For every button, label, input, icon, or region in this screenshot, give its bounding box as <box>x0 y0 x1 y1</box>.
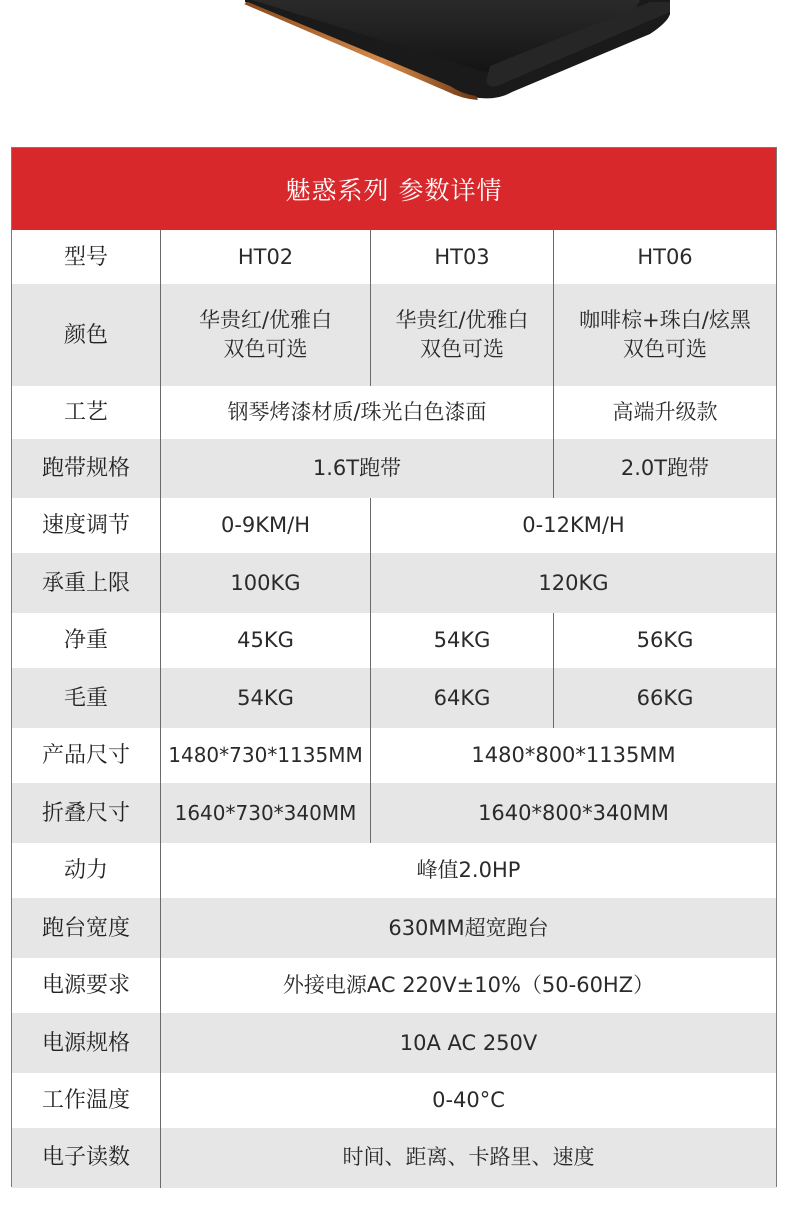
cell-net-ht06: 56KG <box>636 628 694 652</box>
cell-model-ht06: HT06 <box>637 244 693 269</box>
cell-gross-ht03: 64KG <box>433 685 491 710</box>
row-label-craft: 工艺 <box>63 400 108 425</box>
cell-color-ht02: 华贵红/优雅白 双色可选 <box>198 308 333 361</box>
cell-display-readout: 时间、距离、卡路里、速度 <box>342 1144 595 1169</box>
cell-belt-ht06: 2.0T跑带 <box>620 456 710 480</box>
cell-load-ht02: 100KG <box>230 570 301 595</box>
spec-table-title: 魅惑系列 参数详情 <box>12 148 776 230</box>
cell-power-spec: 10A AC 250V <box>399 1030 538 1055</box>
cell-speed-ht02: 0-9KM/H <box>220 513 311 537</box>
row-label-net-weight: 净重 <box>63 628 108 653</box>
row-label-operating-temp: 工作温度 <box>41 1088 130 1113</box>
cell-folded-ht02: 1640*730*340MM <box>174 800 357 825</box>
row-label-model: 型号 <box>63 244 108 270</box>
row-label-deck-width: 跑台宽度 <box>41 915 130 941</box>
row-label-display-readout: 电子读数 <box>41 1144 130 1170</box>
cell-net-ht02: 45KG <box>237 628 294 652</box>
cell-load-ht03-ht06: 120KG <box>538 570 609 595</box>
cell-power-requirement: 外接电源AC 220V±10%（50-60HZ） <box>282 973 655 997</box>
spec-table <box>11 147 777 1187</box>
row-label-power: 动力 <box>63 858 108 883</box>
cell-operating-temp: 0-40°C <box>432 1088 505 1112</box>
cell-color-ht06: 咖啡棕+珠白/炫黑 双色可选 <box>579 308 751 361</box>
row-label-gross-weight: 毛重 <box>63 685 108 711</box>
cell-deck-width: 630MM超宽跑台 <box>388 915 549 940</box>
cell-size-ht02: 1480*730*1135MM <box>168 743 363 767</box>
cell-power: 峰值2.0HP <box>416 858 521 882</box>
cell-net-ht03: 54KG <box>433 628 491 652</box>
cell-belt-ht02-ht03: 1.6T跑带 <box>312 456 402 480</box>
row-label-product-size: 产品尺寸 <box>41 743 130 768</box>
row-label-folded-size: 折叠尺寸 <box>41 800 130 826</box>
cell-craft-ht06: 高端升级款 <box>612 400 718 424</box>
cell-size-ht03-ht06: 1480*800*1135MM <box>471 743 676 767</box>
treadmill-product-image <box>240 0 680 105</box>
cell-model-ht02: HT02 <box>237 244 294 269</box>
row-label-power-spec: 电源规格 <box>41 1030 130 1056</box>
row-label-power-requirement: 电源要求 <box>41 973 130 998</box>
row-label-speed: 速度调节 <box>41 513 130 538</box>
row-label-max-load: 承重上限 <box>41 570 130 596</box>
row-label-belt: 跑带规格 <box>41 456 130 481</box>
cell-folded-ht03-ht06: 1640*800*340MM <box>478 800 669 825</box>
cell-speed-ht03-ht06: 0-12KM/H <box>522 513 625 537</box>
cell-gross-ht02: 54KG <box>237 685 294 710</box>
cell-gross-ht06: 66KG <box>636 685 694 710</box>
cell-craft-ht02-ht03: 钢琴烤漆材质/珠光白色漆面 <box>227 400 487 424</box>
cell-color-ht03: 华贵红/优雅白 双色可选 <box>395 308 529 361</box>
cell-model-ht03: HT03 <box>434 244 490 269</box>
row-label-color: 颜色 <box>63 322 108 348</box>
